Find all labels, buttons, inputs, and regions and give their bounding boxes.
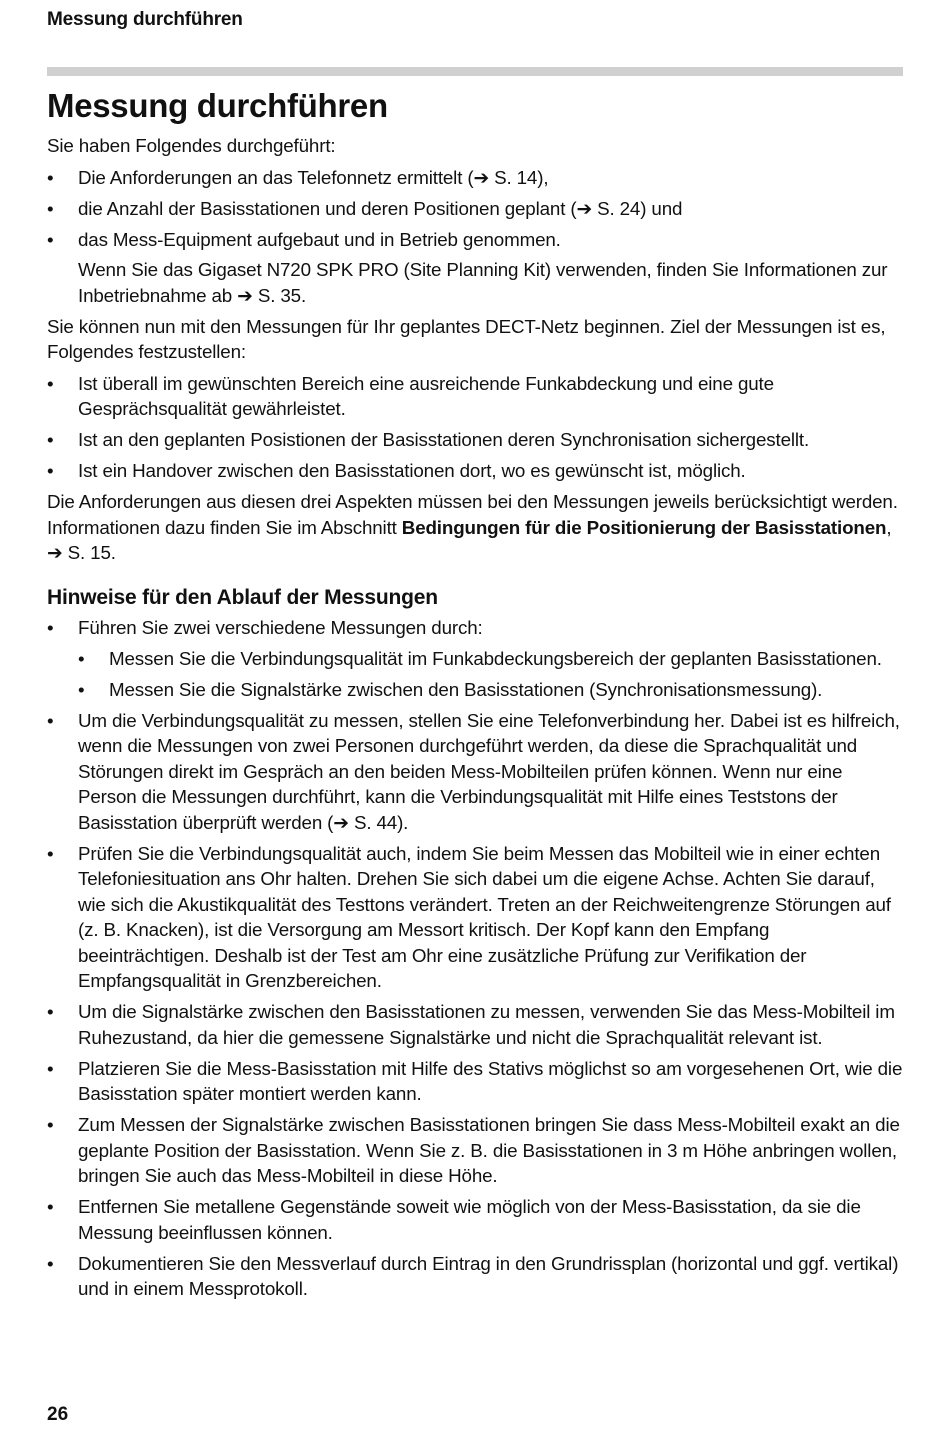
goal-list [47, 371, 905, 484]
list-item: • Um die Verbindungsqualität zu messen, stellen Sie eine Telefonverbindung her. Dabei ist es hilfreich, wenn die Messungen von zwei Personen durchgeführt werden, da diese die Sprachqualität und Störungen direkt im Gespräch an den beiden Mess-Mobilteilen prüfen können. Wenn nur eine Person die Messungen durchführt, kann die Verbindungsqualität mit Hilfe eines Teststons der Basisstation überprüft werden (➔ S. 44). [47, 709, 900, 833]
section-heading: Hinweise für den Ablauf der Messungen [47, 585, 438, 609]
list-item: • Dokumentieren Sie den Messverlauf durch Eintrag in den Grundrissplan (horizontal und ggf. vertikal) und in einem Messprotokoll. [47, 1252, 899, 1299]
page-title: Messung durchführen [47, 87, 388, 124]
list-item: • das Mess-Equipment aufgebaut und in Betrieb genommen. Wenn Sie das Gigaset N720 SPK PRO (Site Planning Kit) verwenden, finden Sie Informationen zur Inbetriebnahme ab ➔ S. 35. [47, 227, 905, 309]
list-item: • Zum Messen der Signalstärke zwischen Basisstationen bringen Sie dass Mess-Mobilteil exakt an die geplante Position der Basisstation. Wenn Sie z. B. die Basisstationen in 3 m Höhe anbringen wollen, bringen Sie auch das Mess-Mobilteil in diese Höhe. [47, 1114, 900, 1186]
arrow-right-icon: ➔ [333, 811, 349, 833]
list-item: • Ist an den geplanten Posistionen der Basisstationen deren Synchronisation sichergestellt. [47, 427, 905, 453]
page-reference: S. 24 [597, 197, 641, 219]
bullet-icon: • [47, 166, 54, 188]
list-item: • Platzieren Sie die Mess-Basisstation mit Hilfe des Stativs möglichst so am vorgesehenen Ort, wie die Basisstation später montiert werden kann. [47, 1057, 903, 1104]
arrow-right-icon: ➔ [473, 166, 490, 188]
list-item: • die Anzahl der Basisstationen und deren Positionen geplant (➔ S. 24) und [47, 196, 905, 222]
sub-list [78, 646, 905, 703]
page-reference: S. 44 [353, 811, 398, 833]
sub-list-item: • Messen Sie die Verbindungsqualität im Funkabdeckungsbereich der geplanten Basisstationen. [78, 646, 905, 672]
bullet-icon: • [47, 372, 54, 394]
list-item: • Um die Signalstärke zwischen den Basisstationen zu messen, verwenden Sie das Mess-Mobilteil im Ruhezustand, da hier die gemessene Signalstärke und nicht die Sprachqualität relevant ist. [47, 1001, 895, 1048]
bullet-icon: • [47, 1001, 54, 1022]
running-header: Messung durchführen [47, 9, 243, 30]
arrow-right-icon: ➔ [237, 284, 253, 306]
goal-paragraph: Sie können nun mit den Messungen für Ihr geplantes DECT-Netz beginnen. Ziel der Messungen ist es, Folgendes festzustellen: [47, 315, 886, 362]
bullet-icon: • [47, 460, 54, 481]
bullet-icon: • [47, 616, 54, 638]
hints-list [47, 615, 905, 1302]
header-rule [47, 67, 903, 76]
kit-note: Wenn Sie das Gigaset N720 SPK PRO (Site Planning Kit) verwenden, finden Sie Informationen zur Inbetriebnahme ab ➔ S. 35. [78, 259, 888, 306]
bullet-icon: • [47, 1114, 54, 1135]
list-item: • Ist überall im gewünschten Bereich eine ausreichende Funkabdeckung und eine gute Gesprächsqualität gewährleistet. [47, 372, 774, 419]
page-reference: S. 15 [67, 542, 111, 563]
arrow-right-icon: ➔ [576, 197, 593, 219]
list-item: • Prüfen Sie die Verbindungsqualität auch, indem Sie beim Messen das Mobilteil wie in einer echten Telefoniesituation ans Ohr halten. Drehen Sie sich dabei um die eigene Achse. Achten Sie darauf, wie sich die Akustikqualität des Testtons verändert. Treten an der Reichweitengrenze Störungen auf (z. B. Knacken), ist die Versorgung am Messort kritisch. Der Kopf kann den Empfang beeinträchtigen. Deshalb ist der Test am Ohr eine zusätzliche Prüfung zur Verifikation der Empfangsqualität in Grenzbereichen. [47, 842, 891, 991]
bullet-icon: • [47, 429, 54, 450]
list-item: • Entfernen Sie metallene Gegenstände soweit wie möglich von der Mess-Basisstation, da sie die Messung beeinflussen können. [47, 1196, 861, 1243]
bullet-icon: • [47, 1057, 54, 1079]
bullet-icon: • [47, 1196, 54, 1217]
section-reference: Bedingungen für die Positionierung der Basisstationen [401, 516, 887, 538]
bullet-icon: • [78, 678, 85, 700]
aspects-paragraph: Die Anforderungen aus diesen drei Aspekten müssen bei den Messungen jeweils berücksichtigt werden. Informationen dazu finden Sie im Abschnitt Bedingungen für die Positionierung der Basisstationen, ➔ S. 15. [47, 491, 898, 563]
page-reference: S. 35 [257, 284, 301, 306]
list-item: • Führen Sie zwei verschiedene Messungen durch: • Messen Sie die Verbindungsqualität im Funkabdeckungsbereich der geplanten Basisstationen. • Messen Sie die Signalstärke zwischen den Basisstationen (Synchronisationsmessung). [47, 615, 905, 703]
arrow-right-icon: ➔ [47, 542, 63, 563]
bullet-icon: • [47, 197, 54, 219]
sub-list-item: • Messen Sie die Signalstärke zwischen den Basisstationen (Synchronisationsmessung). [78, 677, 905, 703]
bullet-icon: • [47, 709, 54, 731]
intro-paragraph: Sie haben Folgendes durchgeführt: [47, 135, 336, 156]
bullet-icon: • [47, 228, 54, 250]
done-list [47, 165, 905, 309]
bullet-icon: • [47, 842, 54, 864]
page-content [47, 84, 905, 1307]
bullet-icon: • [47, 1252, 54, 1274]
list-item: • Ist ein Handover zwischen den Basisstationen dort, wo es gewünscht ist, möglich. [47, 458, 905, 484]
list-item: • Die Anforderungen an das Telefonnetz ermittelt (➔ S. 14), [47, 165, 905, 191]
bullet-icon: • [78, 647, 85, 669]
page-reference: S. 14 [494, 166, 538, 188]
page-number: 26 [47, 1404, 69, 1425]
